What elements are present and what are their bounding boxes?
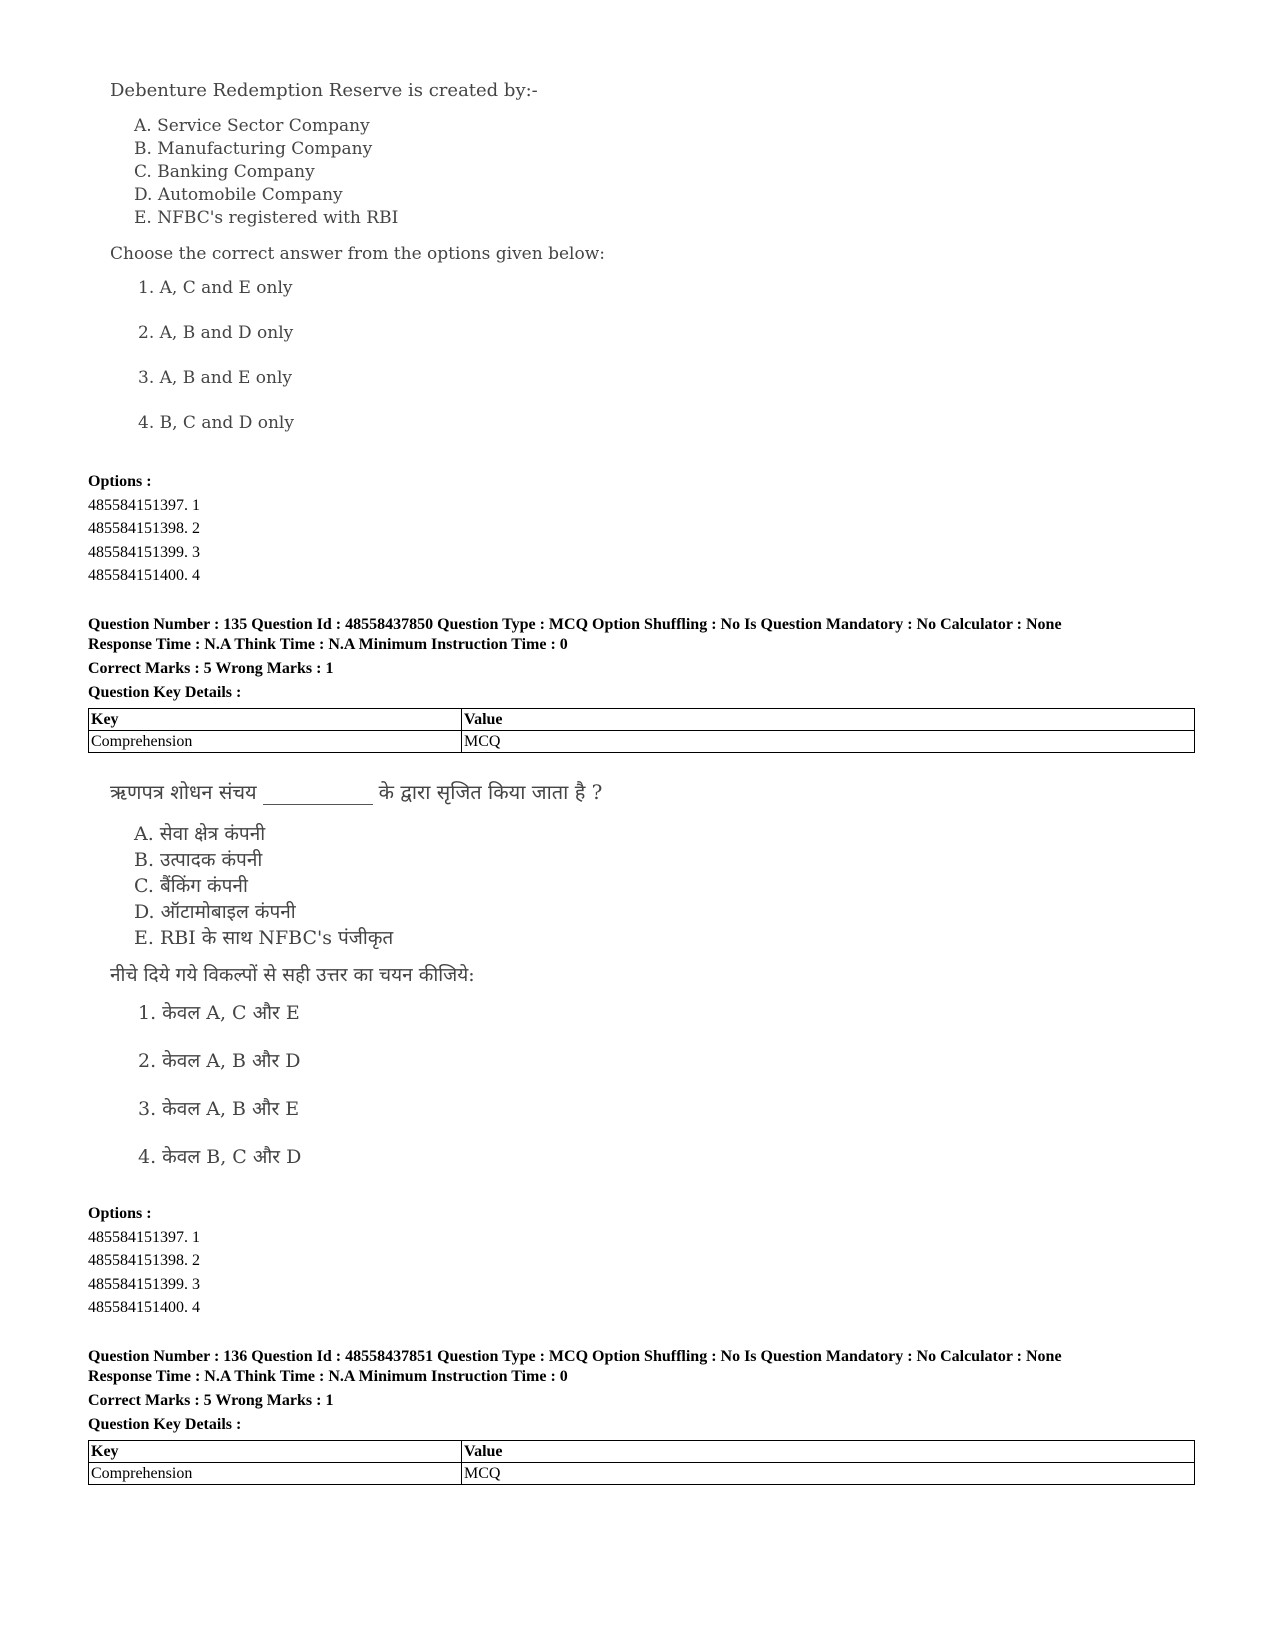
statement-item: A. Service Sector Company <box>134 116 370 136</box>
statement-item: C. बैंकिंग कंपनी <box>134 875 248 897</box>
question-meta-line: Response Time : N.A Think Time : N.A Minimum Instruction Time : 0 <box>88 1368 568 1385</box>
key-details-label: Question Key Details : <box>88 1415 242 1433</box>
options-label: Options : <box>88 1205 152 1222</box>
table-cell-value: MCQ <box>462 1463 1195 1485</box>
options-section <box>88 470 1188 588</box>
options-label: Options : <box>88 473 152 490</box>
key-details-table <box>88 1440 1195 1485</box>
statement-list <box>110 821 602 951</box>
statement-item: C. Banking Company <box>134 162 315 182</box>
answer-choice: 2. A, B and D only <box>138 323 294 343</box>
option-item: 485584151397. 1 <box>88 496 200 514</box>
answer-choice: 3. A, B and E only <box>138 368 293 388</box>
statement-item: D. ऑटामोबाइल कंपनी <box>134 901 296 923</box>
table-row <box>89 1441 1195 1463</box>
answer-choice: 2. केवल A, B और D <box>138 1050 301 1072</box>
table-row <box>89 709 1195 731</box>
table-cell-value: MCQ <box>462 731 1195 753</box>
question-stem: Debenture Redemption Reserve is created by:- <box>110 80 538 101</box>
option-item: 485584151399. 3 <box>88 1275 200 1293</box>
question-meta <box>88 615 1188 753</box>
statement-item: A. सेवा क्षेत्र कंपनी <box>134 823 266 845</box>
table-header-value: Value <box>462 709 1195 731</box>
question-stem-start: ऋणपत्र शोधन संचय <box>110 780 257 804</box>
option-item: 485584151400. 4 <box>88 567 200 584</box>
statement-item: E. NFBC's registered with RBI <box>134 208 399 228</box>
question-stem-end: के द्वारा सृजित किया जाता है ? <box>378 780 603 804</box>
answer-choice: 1. A, C and E only <box>138 278 293 298</box>
question-image-english <box>110 80 605 458</box>
option-item: 485584151400. 4 <box>88 1299 200 1316</box>
question-meta-line: Question Number : 136 Question Id : 48558437851 Question Type : MCQ Option Shuffling : No Is Question Mandatory : No Calculator : None <box>88 1348 1062 1365</box>
marks-line: Correct Marks : 5 Wrong Marks : 1 <box>88 660 334 677</box>
table-cell-key: Comprehension <box>89 1463 462 1485</box>
statement-item: E. RBI के साथ NFBC's पंजीकृत <box>134 927 394 949</box>
option-item: 485584151399. 3 <box>88 543 200 561</box>
answer-choice: 4. B, C and D only <box>138 413 294 433</box>
answer-choices <box>110 278 605 458</box>
choose-instruction: Choose the correct answer from the options given below: <box>110 244 605 264</box>
table-row <box>89 1463 1195 1485</box>
answer-choice: 1. केवल A, C और E <box>138 1002 300 1024</box>
key-details-label: Question Key Details : <box>88 683 242 701</box>
statement-item: D. Automobile Company <box>134 185 343 205</box>
statement-list <box>110 115 605 230</box>
question-image-hindi <box>110 778 602 1191</box>
answer-choice: 4. केवल B, C और D <box>138 1146 302 1168</box>
table-header-value: Value <box>462 1441 1195 1463</box>
table-header-key: Key <box>89 1441 462 1463</box>
option-item: 485584151398. 2 <box>88 1252 200 1269</box>
question-meta <box>88 1347 1188 1485</box>
statement-item: B. Manufacturing Company <box>134 139 373 159</box>
marks-line: Correct Marks : 5 Wrong Marks : 1 <box>88 1392 334 1409</box>
statement-item: B. उत्पादक कंपनी <box>134 849 263 871</box>
table-header-key: Key <box>89 709 462 731</box>
question-meta-line: Response Time : N.A Think Time : N.A Minimum Instruction Time : 0 <box>88 636 568 653</box>
choose-instruction: नीचे दिये गये विकल्पों से सही उत्तर का चयन कीजिये: <box>110 964 475 986</box>
table-cell-key: Comprehension <box>89 731 462 753</box>
options-section <box>88 1202 1188 1320</box>
answer-choice: 3. केवल A, B और E <box>138 1098 300 1120</box>
question-meta-line: Question Number : 135 Question Id : 48558437850 Question Type : MCQ Option Shuffling : No Is Question Mandatory : No Calculator : None <box>88 616 1062 633</box>
table-row <box>89 731 1195 753</box>
key-details-table <box>88 708 1195 753</box>
option-item: 485584151398. 2 <box>88 520 200 537</box>
fill-blank <box>263 786 373 805</box>
option-item: 485584151397. 1 <box>88 1228 200 1246</box>
answer-choices <box>110 999 602 1191</box>
question-stem <box>110 778 602 805</box>
